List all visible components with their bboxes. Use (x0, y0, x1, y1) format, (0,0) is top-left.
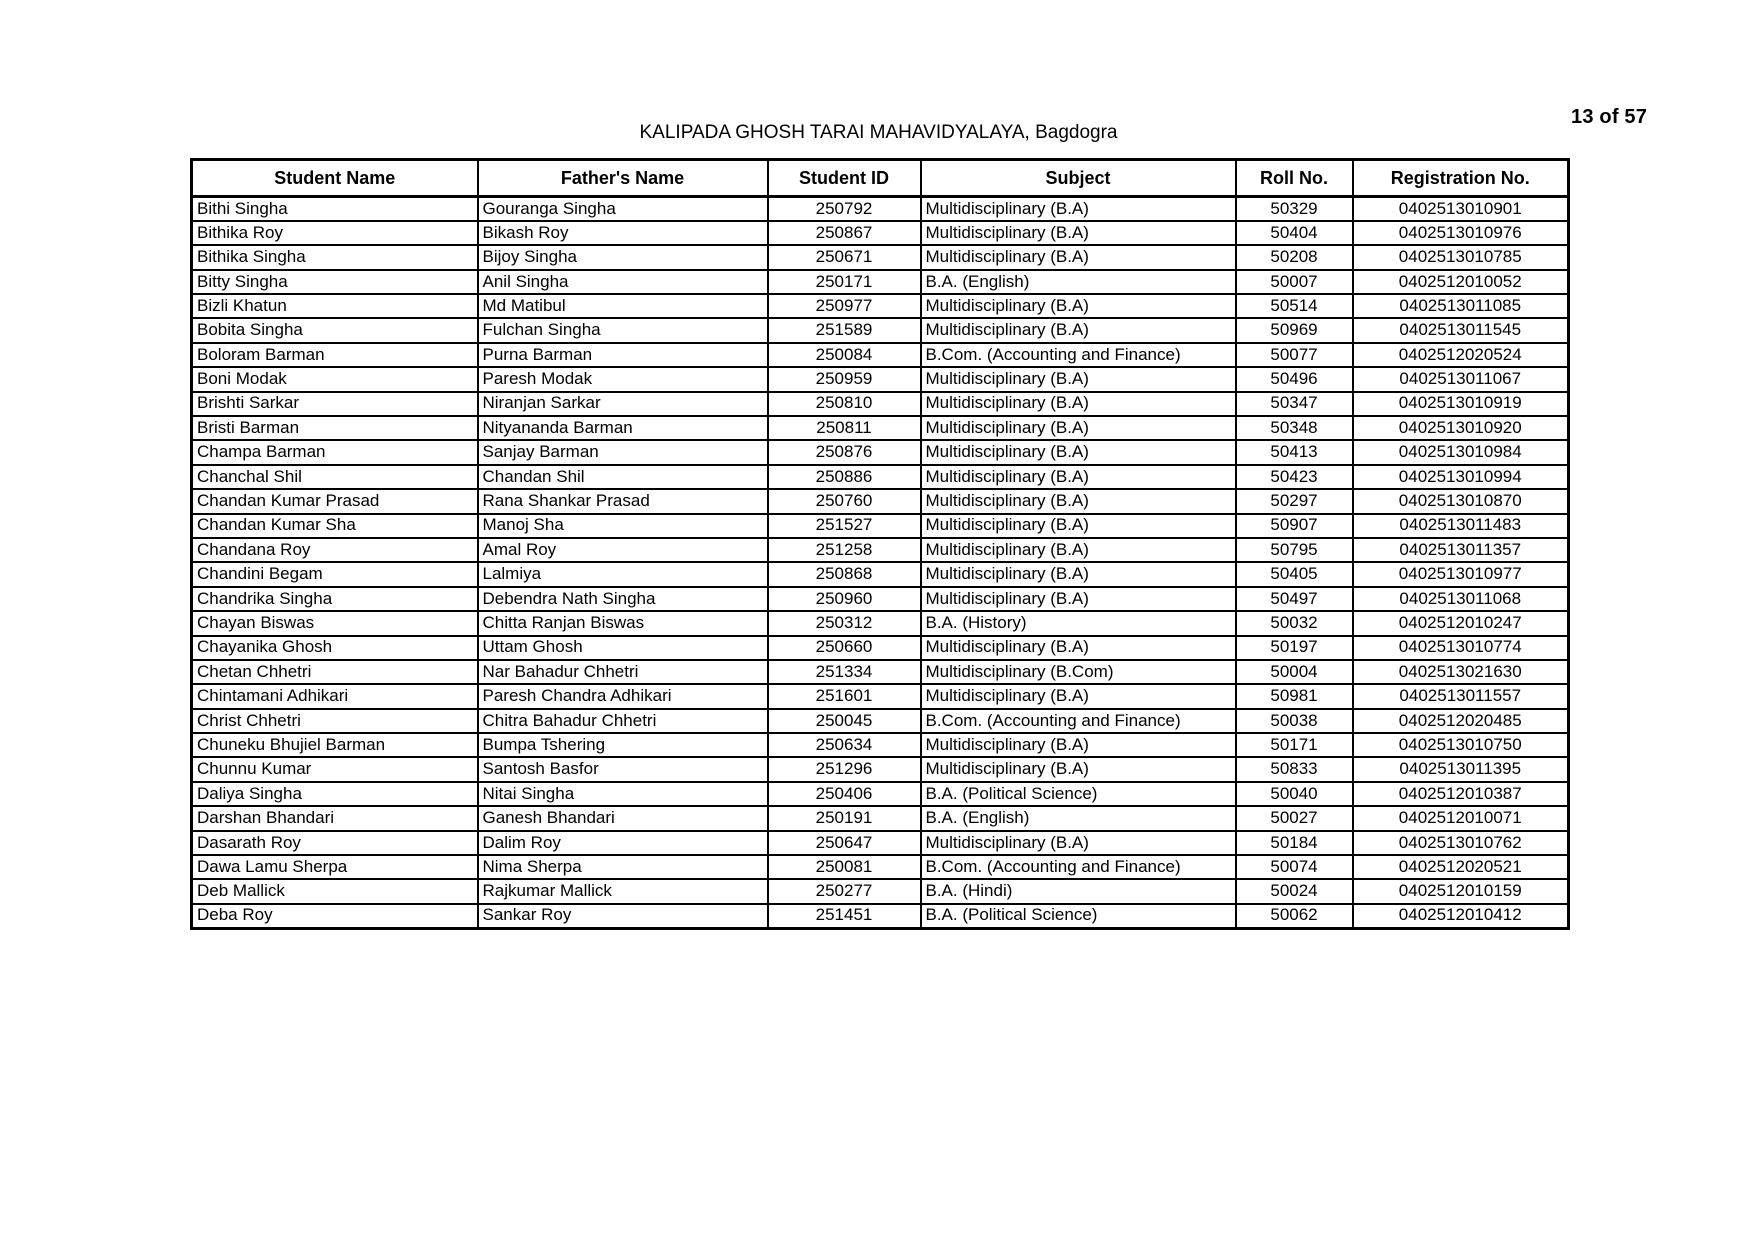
column-header-subject: Subject (921, 160, 1236, 197)
table-cell-fathers-name: Dalim Roy (478, 831, 768, 855)
table-row (192, 782, 1569, 806)
page-number-indicator: 13 of 57 (1571, 106, 1648, 128)
table-cell-registration-no: 0402512010412 (1353, 904, 1569, 928)
table-cell-fathers-name: Rana Shankar Prasad (478, 489, 768, 513)
table-row (192, 709, 1569, 733)
table-cell-registration-no: 0402513010919 (1353, 392, 1569, 416)
table-row (192, 392, 1569, 416)
table-cell-subject: B.A. (Political Science) (921, 782, 1236, 806)
table-cell-registration-no: 0402512010052 (1353, 270, 1569, 294)
table-cell-registration-no: 0402513010994 (1353, 465, 1569, 489)
table-cell-registration-no: 0402513011068 (1353, 587, 1569, 611)
table-cell-subject: Multidisciplinary (B.A) (921, 757, 1236, 781)
table-cell-student-name: Boni Modak (192, 367, 478, 391)
table-cell-registration-no: 0402513011545 (1353, 318, 1569, 342)
table-cell-subject: B.Com. (Accounting and Finance) (921, 855, 1236, 879)
table-cell-student-id: 250671 (768, 245, 921, 269)
table-cell-student-id: 250810 (768, 392, 921, 416)
table-cell-subject: Multidisciplinary (B.A) (921, 197, 1236, 221)
table-row (192, 757, 1569, 781)
table-cell-roll-no: 50404 (1236, 221, 1353, 245)
table-cell-subject: Multidisciplinary (B.A) (921, 318, 1236, 342)
table-cell-student-name: Chintamani Adhikari (192, 684, 478, 708)
table-cell-roll-no: 50197 (1236, 636, 1353, 660)
table-cell-student-name: Bithi Singha (192, 197, 478, 221)
table-cell-registration-no: 0402513011085 (1353, 294, 1569, 318)
table-cell-roll-no: 50004 (1236, 660, 1353, 684)
table-cell-subject: Multidisciplinary (B.A) (921, 514, 1236, 538)
table-cell-fathers-name: Paresh Chandra Adhikari (478, 684, 768, 708)
table-cell-registration-no: 0402513010762 (1353, 831, 1569, 855)
table-row (192, 440, 1569, 464)
table-row (192, 343, 1569, 367)
table-cell-subject: B.Com. (Accounting and Finance) (921, 709, 1236, 733)
table-cell-roll-no: 50062 (1236, 904, 1353, 928)
table-cell-student-id: 250084 (768, 343, 921, 367)
table-cell-subject: Multidisciplinary (B.A) (921, 416, 1236, 440)
table-row (192, 587, 1569, 611)
table-cell-subject: B.A. (English) (921, 806, 1236, 830)
table-cell-roll-no: 50969 (1236, 318, 1353, 342)
table-cell-student-name: Christ Chhetri (192, 709, 478, 733)
table-cell-student-id: 250406 (768, 782, 921, 806)
table-cell-subject: B.A. (Political Science) (921, 904, 1236, 928)
table-cell-student-id: 251589 (768, 318, 921, 342)
table-cell-fathers-name: Gouranga Singha (478, 197, 768, 221)
table-row (192, 416, 1569, 440)
table-cell-subject: Multidisciplinary (B.A) (921, 562, 1236, 586)
table-cell-registration-no: 0402513010750 (1353, 733, 1569, 757)
table-cell-roll-no: 50074 (1236, 855, 1353, 879)
table-cell-registration-no: 0402512010159 (1353, 879, 1569, 903)
table-cell-student-id: 250886 (768, 465, 921, 489)
table-cell-roll-no: 50038 (1236, 709, 1353, 733)
table-cell-fathers-name: Bikash Roy (478, 221, 768, 245)
table-cell-fathers-name: Lalmiya (478, 562, 768, 586)
table-cell-student-id: 250191 (768, 806, 921, 830)
table-cell-registration-no: 0402513021630 (1353, 660, 1569, 684)
table-cell-fathers-name: Bumpa Tshering (478, 733, 768, 757)
table-cell-roll-no: 50907 (1236, 514, 1353, 538)
table-cell-roll-no: 50329 (1236, 197, 1353, 221)
table-cell-fathers-name: Amal Roy (478, 538, 768, 562)
table-cell-fathers-name: Ganesh Bhandari (478, 806, 768, 830)
table-cell-student-id: 250811 (768, 416, 921, 440)
table-cell-fathers-name: Md Matibul (478, 294, 768, 318)
table-cell-fathers-name: Rajkumar Mallick (478, 879, 768, 903)
document-title: KALIPADA GHOSH TARAI MAHAVIDYALAYA, Bagdogra (639, 122, 1118, 143)
table-cell-student-name: Chayanika Ghosh (192, 636, 478, 660)
table-row (192, 538, 1569, 562)
table-cell-student-id: 251334 (768, 660, 921, 684)
table-cell-student-id: 251258 (768, 538, 921, 562)
table-cell-student-id: 250959 (768, 367, 921, 391)
table-cell-fathers-name: Fulchan Singha (478, 318, 768, 342)
table-cell-student-name: Bithika Roy (192, 221, 478, 245)
table-cell-student-name: Brishti Sarkar (192, 392, 478, 416)
table-cell-roll-no: 50027 (1236, 806, 1353, 830)
table-row (192, 562, 1569, 586)
table-cell-subject: B.Com. (Accounting and Finance) (921, 343, 1236, 367)
table-cell-student-id: 250634 (768, 733, 921, 757)
column-header-fathers-name: Father's Name (478, 160, 768, 197)
table-cell-fathers-name: Paresh Modak (478, 367, 768, 391)
table-cell-registration-no: 0402512020524 (1353, 343, 1569, 367)
table-cell-fathers-name: Chitra Bahadur Chhetri (478, 709, 768, 733)
table-cell-subject: B.A. (Hindi) (921, 879, 1236, 903)
table-cell-subject: Multidisciplinary (B.A) (921, 367, 1236, 391)
table-row (192, 733, 1569, 757)
table-cell-registration-no: 0402512010247 (1353, 611, 1569, 635)
table-cell-roll-no: 50040 (1236, 782, 1353, 806)
column-header-roll-no: Roll No. (1236, 160, 1353, 197)
table-cell-fathers-name: Debendra Nath Singha (478, 587, 768, 611)
table-cell-student-name: Deb Mallick (192, 879, 478, 903)
table-cell-roll-no: 50208 (1236, 245, 1353, 269)
table-cell-fathers-name: Nitai Singha (478, 782, 768, 806)
table-cell-fathers-name: Uttam Ghosh (478, 636, 768, 660)
table-row (192, 806, 1569, 830)
table-cell-registration-no: 0402513010977 (1353, 562, 1569, 586)
table-cell-student-name: Chetan Chhetri (192, 660, 478, 684)
table-cell-subject: Multidisciplinary (B.A) (921, 294, 1236, 318)
table-cell-student-name: Bizli Khatun (192, 294, 478, 318)
table-cell-student-name: Bithika Singha (192, 245, 478, 269)
table-row (192, 221, 1569, 245)
table-cell-subject: Multidisciplinary (B.A) (921, 440, 1236, 464)
table-cell-roll-no: 50423 (1236, 465, 1353, 489)
table-row (192, 684, 1569, 708)
table-cell-registration-no: 0402512020485 (1353, 709, 1569, 733)
table-row (192, 514, 1569, 538)
table-row (192, 855, 1569, 879)
table-cell-student-id: 251451 (768, 904, 921, 928)
table-row (192, 197, 1569, 221)
table-cell-roll-no: 50024 (1236, 879, 1353, 903)
table-cell-subject: Multidisciplinary (B.Com) (921, 660, 1236, 684)
table-cell-registration-no: 0402512010071 (1353, 806, 1569, 830)
table-cell-student-name: Chandan Kumar Sha (192, 514, 478, 538)
table-cell-student-name: Dasarath Roy (192, 831, 478, 855)
table-cell-student-id: 250045 (768, 709, 921, 733)
table-cell-roll-no: 50032 (1236, 611, 1353, 635)
table-cell-student-name: Chanchal Shil (192, 465, 478, 489)
table-cell-registration-no: 0402513011395 (1353, 757, 1569, 781)
table-cell-fathers-name: Chitta Ranjan Biswas (478, 611, 768, 635)
table-cell-roll-no: 50171 (1236, 733, 1353, 757)
table-row (192, 294, 1569, 318)
table-cell-student-id: 250081 (768, 855, 921, 879)
table-cell-subject: Multidisciplinary (B.A) (921, 587, 1236, 611)
table-cell-fathers-name: Manoj Sha (478, 514, 768, 538)
table-cell-registration-no: 0402512020521 (1353, 855, 1569, 879)
table-cell-roll-no: 50981 (1236, 684, 1353, 708)
table-cell-student-name: Chandan Kumar Prasad (192, 489, 478, 513)
table-row (192, 367, 1569, 391)
table-row (192, 611, 1569, 635)
table-cell-student-name: Darshan Bhandari (192, 806, 478, 830)
table-cell-subject: B.A. (History) (921, 611, 1236, 635)
table-row (192, 245, 1569, 269)
table-cell-roll-no: 50347 (1236, 392, 1353, 416)
table-cell-registration-no: 0402513011067 (1353, 367, 1569, 391)
table-cell-registration-no: 0402513010976 (1353, 221, 1569, 245)
table-cell-registration-no: 0402513010870 (1353, 489, 1569, 513)
table-cell-roll-no: 50413 (1236, 440, 1353, 464)
table-cell-student-name: Chunnu Kumar (192, 757, 478, 781)
table-cell-roll-no: 50795 (1236, 538, 1353, 562)
student-list-table (190, 158, 1570, 930)
table-cell-registration-no: 0402512010387 (1353, 782, 1569, 806)
table-cell-student-name: Chuneku Bhujiel Barman (192, 733, 478, 757)
table-cell-registration-no: 0402513010920 (1353, 416, 1569, 440)
table-cell-student-id: 250660 (768, 636, 921, 660)
table-cell-subject: Multidisciplinary (B.A) (921, 636, 1236, 660)
table-cell-student-name: Bitty Singha (192, 270, 478, 294)
table-cell-fathers-name: Santosh Basfor (478, 757, 768, 781)
table-row (192, 879, 1569, 903)
table-cell-fathers-name: Sankar Roy (478, 904, 768, 928)
table-cell-student-id: 250792 (768, 197, 921, 221)
table-cell-subject: Multidisciplinary (B.A) (921, 489, 1236, 513)
table-row (192, 270, 1569, 294)
table-cell-fathers-name: Nar Bahadur Chhetri (478, 660, 768, 684)
table-cell-student-id: 250876 (768, 440, 921, 464)
column-header-student-name: Student Name (192, 160, 478, 197)
table-cell-subject: Multidisciplinary (B.A) (921, 733, 1236, 757)
table-cell-registration-no: 0402513011483 (1353, 514, 1569, 538)
table-cell-student-id: 251601 (768, 684, 921, 708)
table-cell-roll-no: 50007 (1236, 270, 1353, 294)
table-cell-student-id: 250760 (768, 489, 921, 513)
table-cell-fathers-name: Chandan Shil (478, 465, 768, 489)
table-cell-student-id: 250171 (768, 270, 921, 294)
table-row (192, 660, 1569, 684)
table-cell-roll-no: 50077 (1236, 343, 1353, 367)
table-cell-roll-no: 50184 (1236, 831, 1353, 855)
table-cell-roll-no: 50833 (1236, 757, 1353, 781)
table-cell-subject: Multidisciplinary (B.A) (921, 538, 1236, 562)
table-cell-fathers-name: Sanjay Barman (478, 440, 768, 464)
table-cell-student-id: 250867 (768, 221, 921, 245)
table-cell-registration-no: 0402513010785 (1353, 245, 1569, 269)
table-cell-student-id: 251527 (768, 514, 921, 538)
table-cell-fathers-name: Nityananda Barman (478, 416, 768, 440)
column-header-student-id: Student ID (768, 160, 921, 197)
table-cell-roll-no: 50297 (1236, 489, 1353, 513)
table-row (192, 318, 1569, 342)
table-row (192, 831, 1569, 855)
table-row (192, 465, 1569, 489)
table-cell-student-id: 250977 (768, 294, 921, 318)
table-cell-student-id: 250647 (768, 831, 921, 855)
column-header-registration-no: Registration No. (1353, 160, 1569, 197)
table-cell-student-id: 250960 (768, 587, 921, 611)
table-cell-roll-no: 50497 (1236, 587, 1353, 611)
table-cell-registration-no: 0402513010984 (1353, 440, 1569, 464)
table-cell-subject: Multidisciplinary (B.A) (921, 831, 1236, 855)
table-cell-subject: Multidisciplinary (B.A) (921, 465, 1236, 489)
table-cell-student-name: Deba Roy (192, 904, 478, 928)
table-cell-subject: Multidisciplinary (B.A) (921, 221, 1236, 245)
table-cell-roll-no: 50496 (1236, 367, 1353, 391)
table-cell-subject: Multidisciplinary (B.A) (921, 245, 1236, 269)
table-cell-fathers-name: Anil Singha (478, 270, 768, 294)
table-cell-subject: Multidisciplinary (B.A) (921, 684, 1236, 708)
table-cell-student-name: Bobita Singha (192, 318, 478, 342)
table-header-row (192, 160, 1569, 197)
table-cell-student-name: Chandana Roy (192, 538, 478, 562)
table-cell-roll-no: 50348 (1236, 416, 1353, 440)
table-cell-student-id: 250312 (768, 611, 921, 635)
table-cell-fathers-name: Niranjan Sarkar (478, 392, 768, 416)
table-cell-student-id: 251296 (768, 757, 921, 781)
table-row (192, 489, 1569, 513)
table-cell-student-name: Dawa Lamu Sherpa (192, 855, 478, 879)
table-cell-student-name: Champa Barman (192, 440, 478, 464)
table-cell-student-name: Chandrika Singha (192, 587, 478, 611)
table-cell-roll-no: 50405 (1236, 562, 1353, 586)
table-cell-student-name: Daliya Singha (192, 782, 478, 806)
table-cell-student-id: 250277 (768, 879, 921, 903)
table-cell-registration-no: 0402513011357 (1353, 538, 1569, 562)
table-row (192, 904, 1569, 928)
table-cell-fathers-name: Nima Sherpa (478, 855, 768, 879)
table-cell-student-name: Chandini Begam (192, 562, 478, 586)
table-cell-roll-no: 50514 (1236, 294, 1353, 318)
table-cell-subject: Multidisciplinary (B.A) (921, 392, 1236, 416)
table-cell-student-name: Chayan Biswas (192, 611, 478, 635)
table-cell-fathers-name: Purna Barman (478, 343, 768, 367)
table-cell-student-id: 250868 (768, 562, 921, 586)
table-cell-registration-no: 0402513010774 (1353, 636, 1569, 660)
table-cell-registration-no: 0402513011557 (1353, 684, 1569, 708)
table-cell-fathers-name: Bijoy Singha (478, 245, 768, 269)
table-cell-student-name: Bristi Barman (192, 416, 478, 440)
table-row (192, 636, 1569, 660)
table-cell-student-name: Boloram Barman (192, 343, 478, 367)
table-cell-registration-no: 0402513010901 (1353, 197, 1569, 221)
table-body (192, 197, 1569, 929)
table-cell-subject: B.A. (English) (921, 270, 1236, 294)
